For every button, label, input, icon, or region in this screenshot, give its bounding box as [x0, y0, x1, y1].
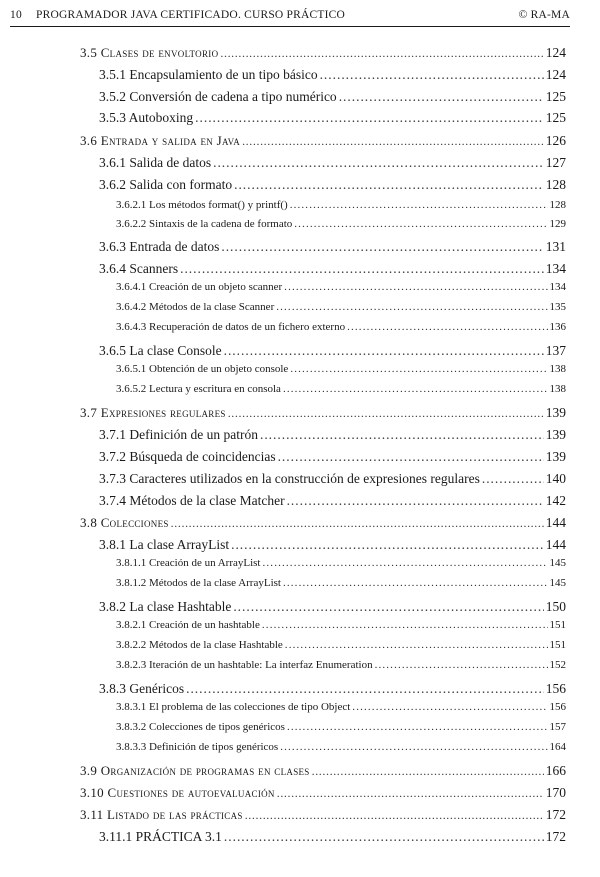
leader-dots: [287, 494, 544, 508]
toc-entry: [116, 200, 566, 211]
toc-entry-page: 170: [545, 785, 566, 800]
toc-entry-label: 3.6.5.1 Obtención de un objeto console: [116, 363, 289, 375]
toc-entry-label: 3.8.1.1 Creación de un ArrayList: [116, 557, 261, 569]
toc-entry: [116, 742, 566, 753]
leader-dots: [290, 200, 548, 211]
leader-dots: [482, 472, 544, 486]
leader-dots: [195, 111, 544, 125]
toc-entry: [99, 830, 566, 844]
leader-dots: [312, 765, 544, 777]
toc-entry: [99, 68, 566, 82]
toc-entry: [99, 262, 566, 276]
toc-entry: [99, 344, 566, 358]
toc-entry: [116, 722, 566, 733]
toc-entry-label: 3.10 Cuestiones de autoevaluación: [80, 785, 275, 800]
toc-entry-label: 3.6.4.2 Métodos de la clase Scanner: [116, 301, 275, 313]
toc-entry-page: 126: [545, 133, 566, 148]
toc-entry-page: 151: [549, 639, 566, 651]
toc-entry-label: 3.6.2 Salida con formato: [99, 177, 233, 192]
toc-entry-label: 3.9 Organización de programas en clases: [80, 763, 310, 778]
toc-entry: [116, 660, 566, 671]
leader-dots: [262, 620, 548, 631]
toc-entry-label: 3.8.2.2 Métodos de la clase Hashtable: [116, 639, 283, 651]
toc-entry: [116, 384, 566, 395]
leader-dots: [278, 450, 544, 464]
toc-entry: [99, 156, 566, 170]
toc-entry: [99, 600, 566, 614]
leader-dots: [171, 517, 544, 529]
leader-dots: [233, 600, 543, 614]
book-title: PROGRAMADOR JAVA CERTIFICADO. CURSO PRÁCTICO: [36, 9, 345, 21]
toc-entry: [80, 516, 566, 530]
toc-entry-page: 131: [545, 239, 566, 254]
toc-entry-label: 3.6.1 Salida de datos: [99, 155, 212, 170]
leader-dots: [224, 344, 544, 358]
toc-entry-label: 3.6.5 La clase Console: [99, 343, 222, 358]
toc-entry-page: 152: [549, 659, 566, 671]
toc-entry-page: 144: [545, 537, 566, 552]
leader-dots: [242, 135, 544, 147]
toc-entry-page: 124: [545, 45, 566, 60]
toc-entry: [99, 428, 566, 442]
toc-entry-page: 172: [545, 807, 566, 822]
toc-entry-page: 139: [545, 427, 566, 442]
leader-dots: [234, 178, 544, 192]
toc-entry: [116, 640, 566, 651]
leader-dots: [180, 262, 544, 276]
running-header: [10, 6, 570, 27]
toc-entry: [99, 90, 566, 104]
leader-dots: [263, 558, 548, 569]
toc-entry: [99, 538, 566, 552]
toc-entry-page: 150: [545, 599, 566, 614]
leader-dots: [352, 702, 547, 713]
toc-entry-page: 139: [545, 449, 566, 464]
leader-dots: [245, 809, 544, 821]
toc-entry-label: 3.8.1.2 Métodos de la clase ArrayList: [116, 577, 281, 589]
toc-entry-label: 3.6 Entrada y salida en Java: [80, 133, 241, 148]
toc-entry-label: 3.8.3.1 El problema de las colecciones de tipo Object: [116, 701, 351, 713]
toc-entry-page: 172: [545, 829, 566, 844]
toc-entry-label: 3.8.3.2 Colecciones de tipos genéricos: [116, 721, 285, 733]
toc-entry-page: 164: [549, 741, 566, 753]
toc-entry-page: 145: [549, 557, 566, 569]
toc-entry-page: 138: [549, 383, 566, 395]
toc-entry-label: 3.6.3 Entrada de datos: [99, 239, 220, 254]
toc-entry: [80, 406, 566, 420]
toc-entry-label: 3.7.2 Búsqueda de coincidencias: [99, 449, 276, 464]
toc-entry-page: 156: [545, 681, 566, 696]
toc-entry: [116, 302, 566, 313]
toc-entry-page: 137: [545, 343, 566, 358]
toc-entry-page: 125: [545, 110, 566, 125]
leader-dots: [276, 302, 547, 313]
leader-dots: [287, 722, 548, 733]
toc-entry-label: 3.6.2.2 Sintaxis de la cadena de formato: [116, 218, 293, 230]
toc-entry-page: 136: [549, 321, 566, 333]
toc-entry-page: 124: [545, 67, 566, 82]
toc-entry-label: 3.11.1 PRÁCTICA 3.1: [99, 829, 222, 844]
leader-dots: [283, 578, 548, 589]
toc-entry: [99, 450, 566, 464]
toc-entry-label: 3.7.1 Definición de un patrón: [99, 427, 258, 442]
toc-entry-page: 156: [549, 701, 566, 713]
toc-entry: [80, 786, 566, 800]
toc-entry-label: 3.6.2.1 Los métodos format() y printf(): [116, 199, 288, 211]
page-number: 10: [10, 9, 22, 21]
toc-entry: [99, 494, 566, 508]
toc-entry: [116, 282, 566, 293]
toc-entry-page: 134: [545, 261, 566, 276]
toc-entry-page: 140: [545, 471, 566, 486]
toc-entry-label: 3.5.2 Conversión de cadena a tipo numérico: [99, 89, 337, 104]
toc-entry: [80, 134, 566, 148]
leader-dots: [320, 68, 544, 82]
toc-entry-label: 3.8.1 La clase ArrayList: [99, 537, 230, 552]
leader-dots: [294, 219, 547, 230]
leader-dots: [213, 156, 544, 170]
toc-entry-page: 125: [545, 89, 566, 104]
toc-entry: [80, 46, 566, 60]
toc-entry-label: 3.7.3 Caracteres utilizados en la construcción de expresiones regulares: [99, 471, 480, 486]
toc-entry-label: 3.11 Listado de las prácticas: [80, 807, 243, 822]
leader-dots: [260, 428, 544, 442]
toc-entry: [99, 682, 566, 696]
toc-entry-page: 142: [545, 493, 566, 508]
leader-dots: [231, 538, 544, 552]
toc-entry: [99, 111, 566, 125]
toc-entry: [116, 322, 566, 333]
toc-entry: [80, 764, 566, 778]
leader-dots: [284, 282, 547, 293]
toc-entry-page: 138: [549, 363, 566, 375]
toc-entry-page: 151: [549, 619, 566, 631]
toc-entry-label: 3.6.5.2 Lectura y escritura en consola: [116, 383, 281, 395]
toc-entry-label: 3.7 Expresiones regulares: [80, 405, 226, 420]
leader-dots: [220, 47, 543, 59]
toc-entry: [116, 219, 566, 230]
leader-dots: [375, 660, 548, 671]
leader-dots: [280, 742, 547, 753]
toc-entry-label: 3.8.2.3 Iteración de un hashtable: La interfaz Enumeration: [116, 659, 373, 671]
leader-dots: [347, 322, 547, 333]
leader-dots: [290, 364, 547, 375]
toc-entry: [116, 558, 566, 569]
leader-dots: [224, 830, 544, 844]
toc-entry-page: 129: [549, 218, 566, 230]
toc-entry-page: 145: [549, 577, 566, 589]
toc-entry-page: 139: [545, 405, 566, 420]
toc-entry-label: 3.6.4 Scanners: [99, 261, 179, 276]
toc-entry-label: 3.7.4 Métodos de la clase Matcher: [99, 493, 285, 508]
toc-entry-label: 3.8.3.3 Definición de tipos genéricos: [116, 741, 279, 753]
toc-entry: [99, 472, 566, 486]
toc-entry-page: 157: [549, 721, 566, 733]
leader-dots: [339, 90, 544, 104]
toc-entry-page: 128: [549, 199, 566, 211]
toc-entry: [99, 178, 566, 192]
toc-entry-page: 144: [545, 515, 566, 530]
toc-entry-label: 3.5 Clases de envoltorio: [80, 45, 219, 60]
leader-dots: [283, 384, 548, 395]
leader-dots: [186, 682, 544, 696]
toc-entry-label: 3.5.1 Encapsulamiento de un tipo básico: [99, 67, 318, 82]
publisher-mark: © RA-MA: [518, 9, 570, 21]
toc-entry: [116, 578, 566, 589]
toc-entry-page: 127: [545, 155, 566, 170]
leader-dots: [285, 640, 548, 651]
toc-entry: [116, 702, 566, 713]
toc-entry-page: 135: [549, 301, 566, 313]
toc-entry-label: 3.8 Colecciones: [80, 515, 169, 530]
leader-dots: [277, 787, 544, 799]
toc-entry: [80, 808, 566, 822]
toc-entry-page: 134: [549, 281, 566, 293]
toc-entry-label: 3.8.2.1 Creación de un hashtable: [116, 619, 260, 631]
toc-entry-page: 128: [545, 177, 566, 192]
toc-entry-label: 3.6.4.1 Creación de un objeto scanner: [116, 281, 283, 293]
toc-entry-label: 3.8.2 La clase Hashtable: [99, 599, 232, 614]
toc-entry-page: 166: [545, 763, 566, 778]
toc-entry-label: 3.6.4.3 Recuperación de datos de un fichero externo: [116, 321, 346, 333]
toc-entry: [116, 364, 566, 375]
leader-dots: [221, 240, 543, 254]
toc-entry-label: 3.5.3 Autoboxing: [99, 110, 194, 125]
toc-entry: [99, 240, 566, 254]
leader-dots: [228, 407, 544, 419]
toc-entry: [116, 620, 566, 631]
toc-entry-label: 3.8.3 Genéricos: [99, 681, 185, 696]
